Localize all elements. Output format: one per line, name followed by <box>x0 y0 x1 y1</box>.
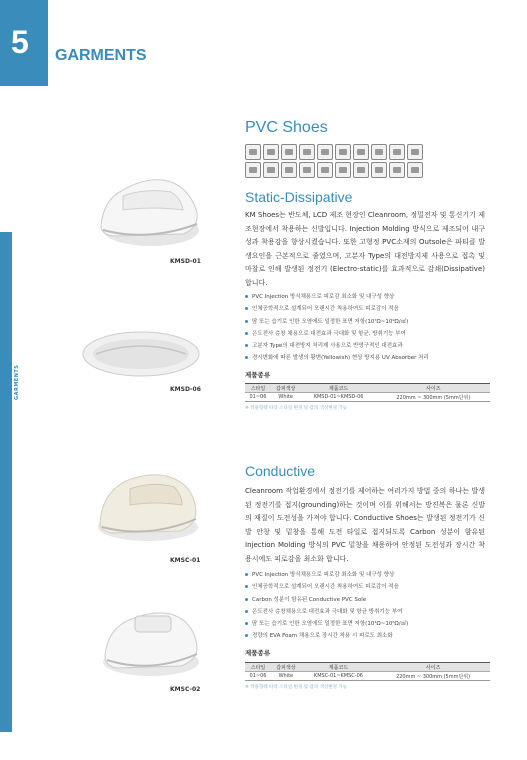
shoe-icon <box>389 162 405 178</box>
bullet-icon <box>245 344 248 347</box>
chapter-number: 5 <box>11 24 29 60</box>
ttt-icon <box>317 144 333 160</box>
static-spec-table <box>245 383 490 402</box>
product-code: KMSD-06 <box>170 386 201 393</box>
ttt-icon <box>299 162 315 178</box>
shoe-image-kmsc-01 <box>90 455 202 547</box>
chapter-box <box>0 0 48 86</box>
conductive-features <box>245 569 490 643</box>
feature-item: 땀 또는 습기로 인한 오염에도 일정한 표면 저항(10⁷Ω~10⁹Ω/㎠) <box>245 316 490 328</box>
side-tab <box>0 232 12 732</box>
lab-icon <box>353 144 369 160</box>
cell-style: 01~06 <box>245 672 271 681</box>
feature-item: 인체공학적으로 설계되어 오랜시간 착용하여도 피로감이 적음 <box>245 303 490 315</box>
boot-icon <box>407 162 423 178</box>
product-code: KMSC-01 <box>170 557 201 564</box>
product-code: KMSC-02 <box>170 686 201 693</box>
conductive-spec-heading: 제품종류 <box>245 649 271 657</box>
static-dissipative-features <box>245 291 490 365</box>
bullet-icon <box>245 332 248 335</box>
column-header: 제품코드 <box>301 663 376 672</box>
cell-code: KMSC-01~KMSC-06 <box>301 672 376 681</box>
bullet-icon <box>245 573 248 576</box>
static-dissipative-title: Static-Dissipative <box>245 189 353 205</box>
boot-icon <box>281 162 297 178</box>
feature-item: 땀 또는 습기로 인한 오염에도 일정한 표면 저항(10⁴Ω~10⁶Ω/㎠) <box>245 618 490 630</box>
feature-item: 경량의 EVA Foam 채용으로 장시간 착용 시 피로도 최소화 <box>245 630 490 642</box>
column-header: 사이즈 <box>377 384 490 393</box>
cell-style: 01~06 <box>245 393 271 402</box>
lab-icon <box>335 162 351 178</box>
product-title: PVC Shoes <box>245 119 328 136</box>
column-header: 제품코드 <box>300 384 376 393</box>
column-header: 스타일 <box>245 663 271 672</box>
feature-item: 인체공학적으로 설계되어 오랜시간 착용하여도 피로감이 적음 <box>245 581 490 593</box>
conductive-description: Cleanroom 작업환경에서 정전기를 제어하는 여러가지 방법 중의 하나는 발생된 정전기를 접지(grounding)하는 것이며 이를 위해서는 방진복은 물론 신발의 재질이 도전성을 가져야 합니다. Conductive Shoes는 발생된 정전기가 신발 안창 및 밑창을 통해 도전 타일로 접지되도록 Carbon 성분이 함유된 Injection Molding 방식의 PVC 밑창을 채용하여 안정된 도전성과 장시간 착용시에도 피로감을 최소화 합니다. <box>245 487 485 563</box>
bullet-icon <box>245 307 248 310</box>
hat-icon <box>245 162 261 178</box>
cell-code: KMSD-01~KMSD-06 <box>300 393 376 402</box>
shoe-icon <box>263 162 279 178</box>
bullet-icon <box>245 320 248 323</box>
column-header: 사이즈 <box>376 663 490 672</box>
table-row <box>245 393 490 402</box>
static-dissipative-description: KM Shoes는 반도체, LCD 제조 현장인 Cleanroom, 정밀전자 및 통신기기 제조현장에서 착용하는 신발입니다. Injection Molding 방식으로 제조되어 내구성과 착용감을 향상시켰습니다. 또한 고형정 PVC소재의 Outsole은 파티클 발생요인을 근본적으로 줄였으며, 고분자 Type의 대전방지제 사용으로 접촉 및 마찰로 인해 발생된 정전기 (Electro-static)를 효과적으로 감쇄(Dissipative)합니다. <box>245 211 485 287</box>
shoe-icon <box>281 144 297 160</box>
antistatic-icon <box>407 144 423 160</box>
feature-item: 경시변화에 따른 발생의 황변(Yellowish) 현상 방지용 UV Absorber 처리 <box>245 352 490 364</box>
product-code: KMSD-01 <box>170 258 201 265</box>
column-header: 갑피색상 <box>271 384 301 393</box>
shoe-image-kmsc-02 <box>95 590 203 682</box>
esd-icon <box>317 162 333 178</box>
boot-icon <box>299 144 315 160</box>
cell-color: White <box>271 672 301 681</box>
conductive-note: ※ 착용형태 따라 스타일 변경 및 갑피 색상변경 가능 <box>245 685 348 690</box>
conductive-title: Conductive <box>245 463 316 479</box>
static-note: ※ 착용형태 따라 스타일 변경 및 갑피 색상변경 가능 <box>245 406 348 411</box>
table-row <box>245 672 490 681</box>
cell-size: 220mm ~ 300mm (5mm단위) <box>376 672 490 681</box>
shoe-image-kmsd-01 <box>93 160 203 252</box>
bullet-icon <box>245 610 248 613</box>
microscope-icon <box>371 162 387 178</box>
conductive-spec-table <box>245 662 490 681</box>
bullet-icon <box>245 634 248 637</box>
feature-item: 고분자 Type의 대전방지 처리제 사용으로 반영구적인 대전효과 <box>245 340 490 352</box>
feature-item: PVC Injection 방식채용으로 피로감 최소화 및 내구성 향상 <box>245 569 490 581</box>
feature-icon-row <box>245 144 425 178</box>
bullet-icon <box>245 295 248 298</box>
column-header: 갑피색상 <box>271 663 301 672</box>
feature-item: 은도전사 층창 채용으로 대전효과 극대화 및 항균, 방취기능 부여 <box>245 328 490 340</box>
static-spec-heading: 제품종류 <box>245 371 271 379</box>
antistatic-icon <box>245 144 261 160</box>
lightning-icon <box>353 162 369 178</box>
cell-color: White <box>271 393 301 402</box>
feature-item: Carbon 성분이 함유된 Conductive PVC Sole <box>245 594 490 606</box>
lightning-icon <box>371 144 387 160</box>
microscope-icon <box>389 144 405 160</box>
bullet-icon <box>245 356 248 359</box>
cell-size: 220mm ~ 300mm (5mm단위) <box>377 393 490 402</box>
column-header: 스타일 <box>245 384 271 393</box>
bullet-icon <box>245 622 248 625</box>
shoe-image-kmsd-06 <box>76 320 206 382</box>
bullet-icon <box>245 585 248 588</box>
bullet-icon <box>245 598 248 601</box>
esd-icon <box>335 144 351 160</box>
side-label: GARMENTS <box>14 364 20 400</box>
feature-item: PVC Injection 방식채용으로 피로감 최소화 및 내구성 향상 <box>245 291 490 303</box>
feature-item: 은도전사 층창채용으로 대전효과 극대화 및 항균 방취기능 부여 <box>245 606 490 618</box>
section-title: GARMENTS <box>55 47 147 64</box>
hat-icon <box>263 144 279 160</box>
